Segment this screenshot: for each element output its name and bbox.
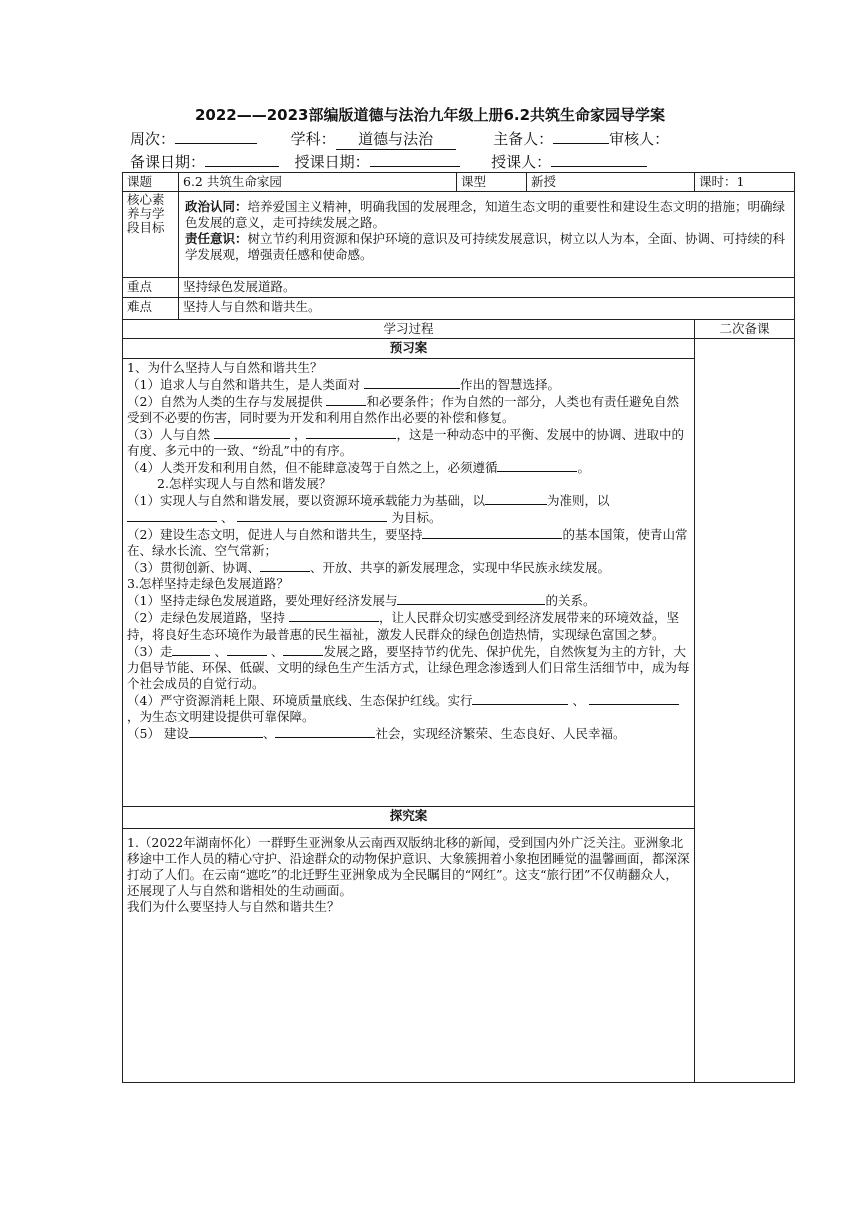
preview-line: 作出的智慧选择。 xyxy=(459,377,560,392)
header-row-1 xyxy=(130,128,669,150)
answer-blank[interactable] xyxy=(306,426,396,439)
preview-content xyxy=(123,359,695,807)
explore-content xyxy=(123,829,695,1083)
responsibility-label: 责任意识： xyxy=(185,231,248,246)
answer-blank[interactable] xyxy=(589,692,679,705)
responsibility-text: 树立节约利用资源和保护环境的意识及可持续发展意识，树立以人为本，全面、协调、可持续的科学发展观，增强责任感和使命感。 xyxy=(185,231,786,262)
answer-blank[interactable] xyxy=(237,509,387,522)
preview-line: （3）走 xyxy=(127,644,173,659)
preview-line: 、 xyxy=(262,726,276,741)
type-value: 新授 xyxy=(527,173,695,192)
preview-line: 、 xyxy=(572,693,585,708)
subject-value: 道德与法治 xyxy=(336,128,456,150)
type-label: 课型 xyxy=(457,173,527,192)
preview-line: ，将良好生态环境作为最普惠的民生福祉，激发人民群众的绿色创造热情，实现绿色富国之梦。 xyxy=(139,627,665,642)
preview-line: ，让人民群众切实感受到经济发展带来的环境效益，坚持 xyxy=(127,610,679,642)
preview-line: （2）自然为人类的生存与发展提供 xyxy=(127,394,323,409)
preview-line: （1）实现人与自然和谐发展，要以资源环境承载能力为基础，以 xyxy=(127,493,485,508)
answer-blank[interactable] xyxy=(260,559,310,572)
answer-blank[interactable] xyxy=(472,692,568,705)
preview-line: 的关系。 xyxy=(545,593,596,608)
teacher-blank[interactable] xyxy=(551,152,647,167)
answer-blank[interactable] xyxy=(326,393,366,406)
preview-line: ， xyxy=(293,427,307,442)
topic-label: 课题 xyxy=(123,173,179,192)
key-value: 坚持绿色发展道路。 xyxy=(179,278,795,298)
preview-line: 、 xyxy=(270,644,284,659)
answer-blank[interactable] xyxy=(172,643,210,656)
preview-line: 、 xyxy=(220,510,234,525)
second-prep-heading: 二次备课 xyxy=(695,320,795,339)
preview-q1: 1、为什么坚持人与自然和谐共生？ xyxy=(127,360,323,375)
teach-date-blank[interactable] xyxy=(370,152,460,167)
answer-blank[interactable] xyxy=(485,492,547,505)
preview-line: ，为生态文明建设提供可靠保障。 xyxy=(127,709,315,724)
answer-blank[interactable] xyxy=(189,725,263,738)
preview-line: 和必要条件；作为自然的一部分，人类也有责任避免自然受到不必要的伤害，同时要为开发和利用自然作出必要的补偿和修复。 xyxy=(127,394,679,425)
preview-line: 。 xyxy=(577,460,590,475)
answer-blank[interactable] xyxy=(127,509,217,522)
explore-question: 我们为什么要坚持人与自然和谐共生？ xyxy=(127,899,340,914)
preview-line: （1）坚持走绿色发展道路，要处理好经济发展与 xyxy=(127,593,398,608)
core-goals xyxy=(179,192,795,278)
preview-q2: 2.怎样实现人与自然和谐发展？ xyxy=(157,476,332,491)
preparer-blank[interactable] xyxy=(553,129,609,144)
preview-line: （3）人与自然 xyxy=(127,427,210,442)
explore-paragraph: 1.（2022年湖南怀化）一群野生亚洲象从云南西双版纳北移的新闻，受到国内外广泛关注。亚洲象北移途中工作人员的精心守护、沿途群众的动物保护意识、大象簇拥着小象抱团睡觉的温馨画面，都深深打动了人们。在云南“遮吃”的北迁野生亚洲象成为全民瞩目的“网红”。这支“旅行团”不仅萌翻众人，还展现了人与自然和谐相处的生动画面。 xyxy=(127,835,690,898)
topic-value: 6.2 共筑生命家园 xyxy=(179,173,457,192)
preview-line: 社会，实现经济繁荣、生态良好、人民幸福。 xyxy=(375,726,626,741)
preview-line: （2）建设生态文明，促进人与自然和谐共生，要坚持 xyxy=(127,527,423,542)
preview-line: （2）走绿色发展道路，坚持 xyxy=(127,610,285,625)
answer-blank[interactable] xyxy=(214,426,290,439)
difficulty-value: 坚持人与自然和谐共生。 xyxy=(179,298,795,320)
teach-date-label: 授课日期： xyxy=(294,153,370,171)
process-heading: 学习过程 xyxy=(123,320,695,339)
answer-blank[interactable] xyxy=(364,376,460,389)
preview-line: 、开放、共享的新发展理念，实现中华民族永续发展。 xyxy=(309,560,610,575)
hours-value: 课时：1 xyxy=(695,173,795,192)
second-prep-column[interactable] xyxy=(695,339,795,1083)
preview-q3: 3.怎样坚持走绿色发展道路？ xyxy=(127,576,289,591)
preview-line: （4）严守资源消耗上限、环境质量底线、生态保护红线。实行 xyxy=(127,693,473,708)
answer-blank[interactable] xyxy=(227,643,267,656)
difficulty-label: 难点 xyxy=(123,298,179,320)
week-label: 周次： xyxy=(130,130,176,148)
preview-line: （5） 建设 xyxy=(127,726,189,741)
week-blank[interactable] xyxy=(175,129,257,144)
lesson-table xyxy=(122,172,795,1083)
key-label: 重点 xyxy=(123,278,179,298)
preview-line: （4）人类开发和利用自然，但不能肆意凌驾于自然之上，必须遵循 xyxy=(127,460,498,475)
answer-blank[interactable] xyxy=(275,725,375,738)
politics-label: 政治认同： xyxy=(185,199,248,214)
preview-line: （1）追求人与自然和谐共生，是人类面对 xyxy=(127,377,360,392)
preparer-label: 主备人： xyxy=(493,130,554,148)
preview-line: ，这是一种动态中的平衡、发展中的协调、进取中的有度、多元中的一致、“纷乱”中的有序。 xyxy=(127,427,684,458)
answer-blank[interactable] xyxy=(422,526,562,539)
subject-label: 学科： xyxy=(290,130,336,148)
explore-heading: 探究案 xyxy=(123,807,695,829)
preview-line: 的基本国策，使青山常在、绿水长流、空气常新； xyxy=(127,527,688,558)
preview-line: 、 xyxy=(214,644,227,659)
prep-date-blank[interactable] xyxy=(205,152,279,167)
document-title: 2022——2023部编版道德与法治九年级上册6.2共筑生命家园导学案 xyxy=(194,106,666,124)
preview-line: （3）贯彻创新、协调、 xyxy=(127,560,260,575)
answer-blank[interactable] xyxy=(497,459,577,472)
reviewer-label: 审核人： xyxy=(609,130,670,148)
prep-date-label: 备课日期： xyxy=(130,153,206,171)
politics-text: 培养爱国主义精神，明确我国的发展理念，知道生态文明的重要性和建设生态文明的措施；明确绿色发展的意义，走可持续发展之路。 xyxy=(185,199,786,230)
preview-line: 为准则，以 xyxy=(546,493,610,508)
answer-blank[interactable] xyxy=(289,609,379,622)
header-row-2 xyxy=(130,151,647,172)
preview-line: 发展之路，要坚持节约优先、保护优先，自然恢复为主的方针，大力倡导节能、环保、低碳、文明的绿色生产生活方式，让绿色理念渗透到人们日常生活细节中，成为每个社会成员的自觉行动。 xyxy=(127,644,690,691)
answer-blank[interactable] xyxy=(283,643,323,656)
teacher-label: 授课人： xyxy=(491,153,552,171)
preview-line: 为目标。 xyxy=(391,510,442,525)
answer-blank[interactable] xyxy=(397,592,545,605)
preview-heading: 预习案 xyxy=(123,339,695,359)
core-label: 核心素养与学段目标 xyxy=(123,192,179,278)
